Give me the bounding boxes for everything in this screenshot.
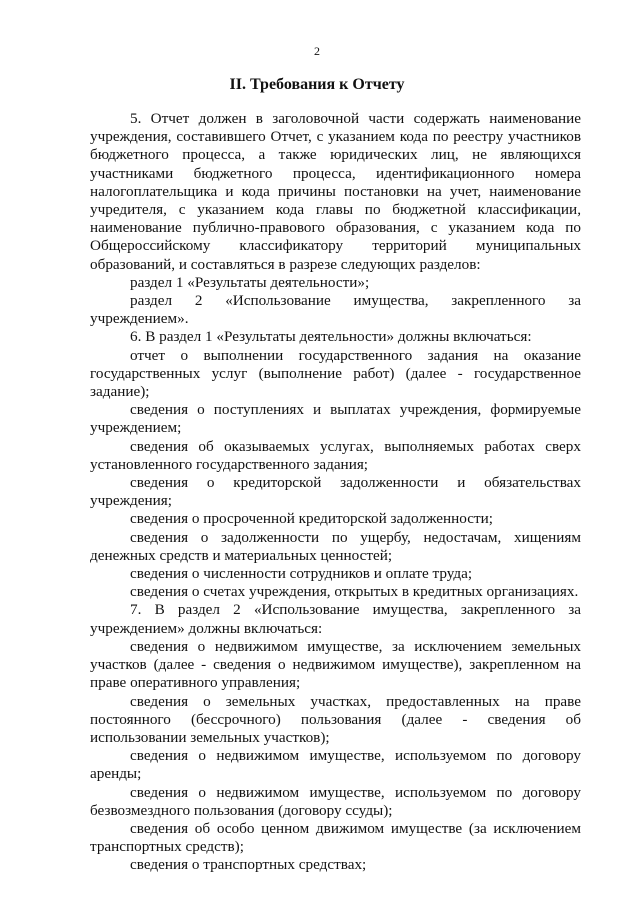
list-item: сведения о земельных участках, предоставленных на праве постоянного (бессрочного) пользования (далее - сведения об использовании земельных участков); (90, 692, 581, 746)
paragraph-5: 5. Отчет должен в заголовочной части содержать наименование учреждения, составившего Отчет, с указанием кода по реестру участников бюджетного процесса, а также юридических лиц, не являющихся участниками бюджетного процесса, идентификационного номера налогоплательщика и кода причины постановки на учет, наименование учредителя, с указанием кода главы по бюджетной классификации, наименование публично-правового образования, с указанием кода по Общероссийскому классификатору территорий муниципальных образований, и составляться в разрезе следующих разделов: (90, 110, 581, 273)
list-item: сведения об особо ценном движимом имуществе (за исключением транспортных средств); (90, 819, 581, 856)
list-item: сведения о транспортных средствах; (130, 856, 367, 874)
section-title: II. Требования к Отчету (229, 76, 405, 93)
paragraph-6: 6. В раздел 1 «Результаты деятельности» должны включаться: (130, 328, 532, 346)
paragraph-7: 7. В раздел 2 «Использование имущества, закрепленного за учреждением» должны включаться: (90, 601, 581, 637)
list-item: сведения о счетах учреждения, открытых в кредитных организациях. (130, 583, 579, 601)
page-number: 2 (314, 44, 320, 58)
document-body (90, 110, 581, 875)
list-item: сведения о недвижимом имуществе, используемом по договору безвозмездного пользования (договору ссуды); (90, 783, 581, 819)
list-item: сведения о поступлениях и выплатах учреждения, формируемые учреждением; (90, 401, 581, 437)
list-item: сведения о просроченной кредиторской задолженности; (130, 510, 493, 528)
list-item: сведения об оказываемых услугах, выполняемых работах сверх установленного государственного задания; (90, 437, 581, 473)
list-item: сведения о недвижимом имуществе, за исключением земельных участков (далее - сведения о недвижимом имуществе), закрепленном на праве оперативного управления; (90, 637, 581, 692)
list-item: отчет о выполнении государственного задания на оказание государственных услуг (выполнение работ) (далее - государственное задание); (90, 346, 581, 401)
list-item-section-1: раздел 1 «Результаты деятельности»; (130, 273, 370, 291)
list-item: сведения о кредиторской задолженности и обязательствах учреждения; (90, 474, 581, 510)
list-item: сведения о недвижимом имуществе, используемом по договору аренды; (90, 747, 581, 783)
list-item: сведения о численности сотрудников и оплате труда; (130, 565, 473, 583)
list-item-section-2: раздел 2 «Использование имущества, закрепленного за учреждением». (90, 292, 581, 328)
list-item: сведения о задолженности по ущербу, недостачам, хищениям денежных средств и материальных ценностей; (90, 528, 581, 564)
